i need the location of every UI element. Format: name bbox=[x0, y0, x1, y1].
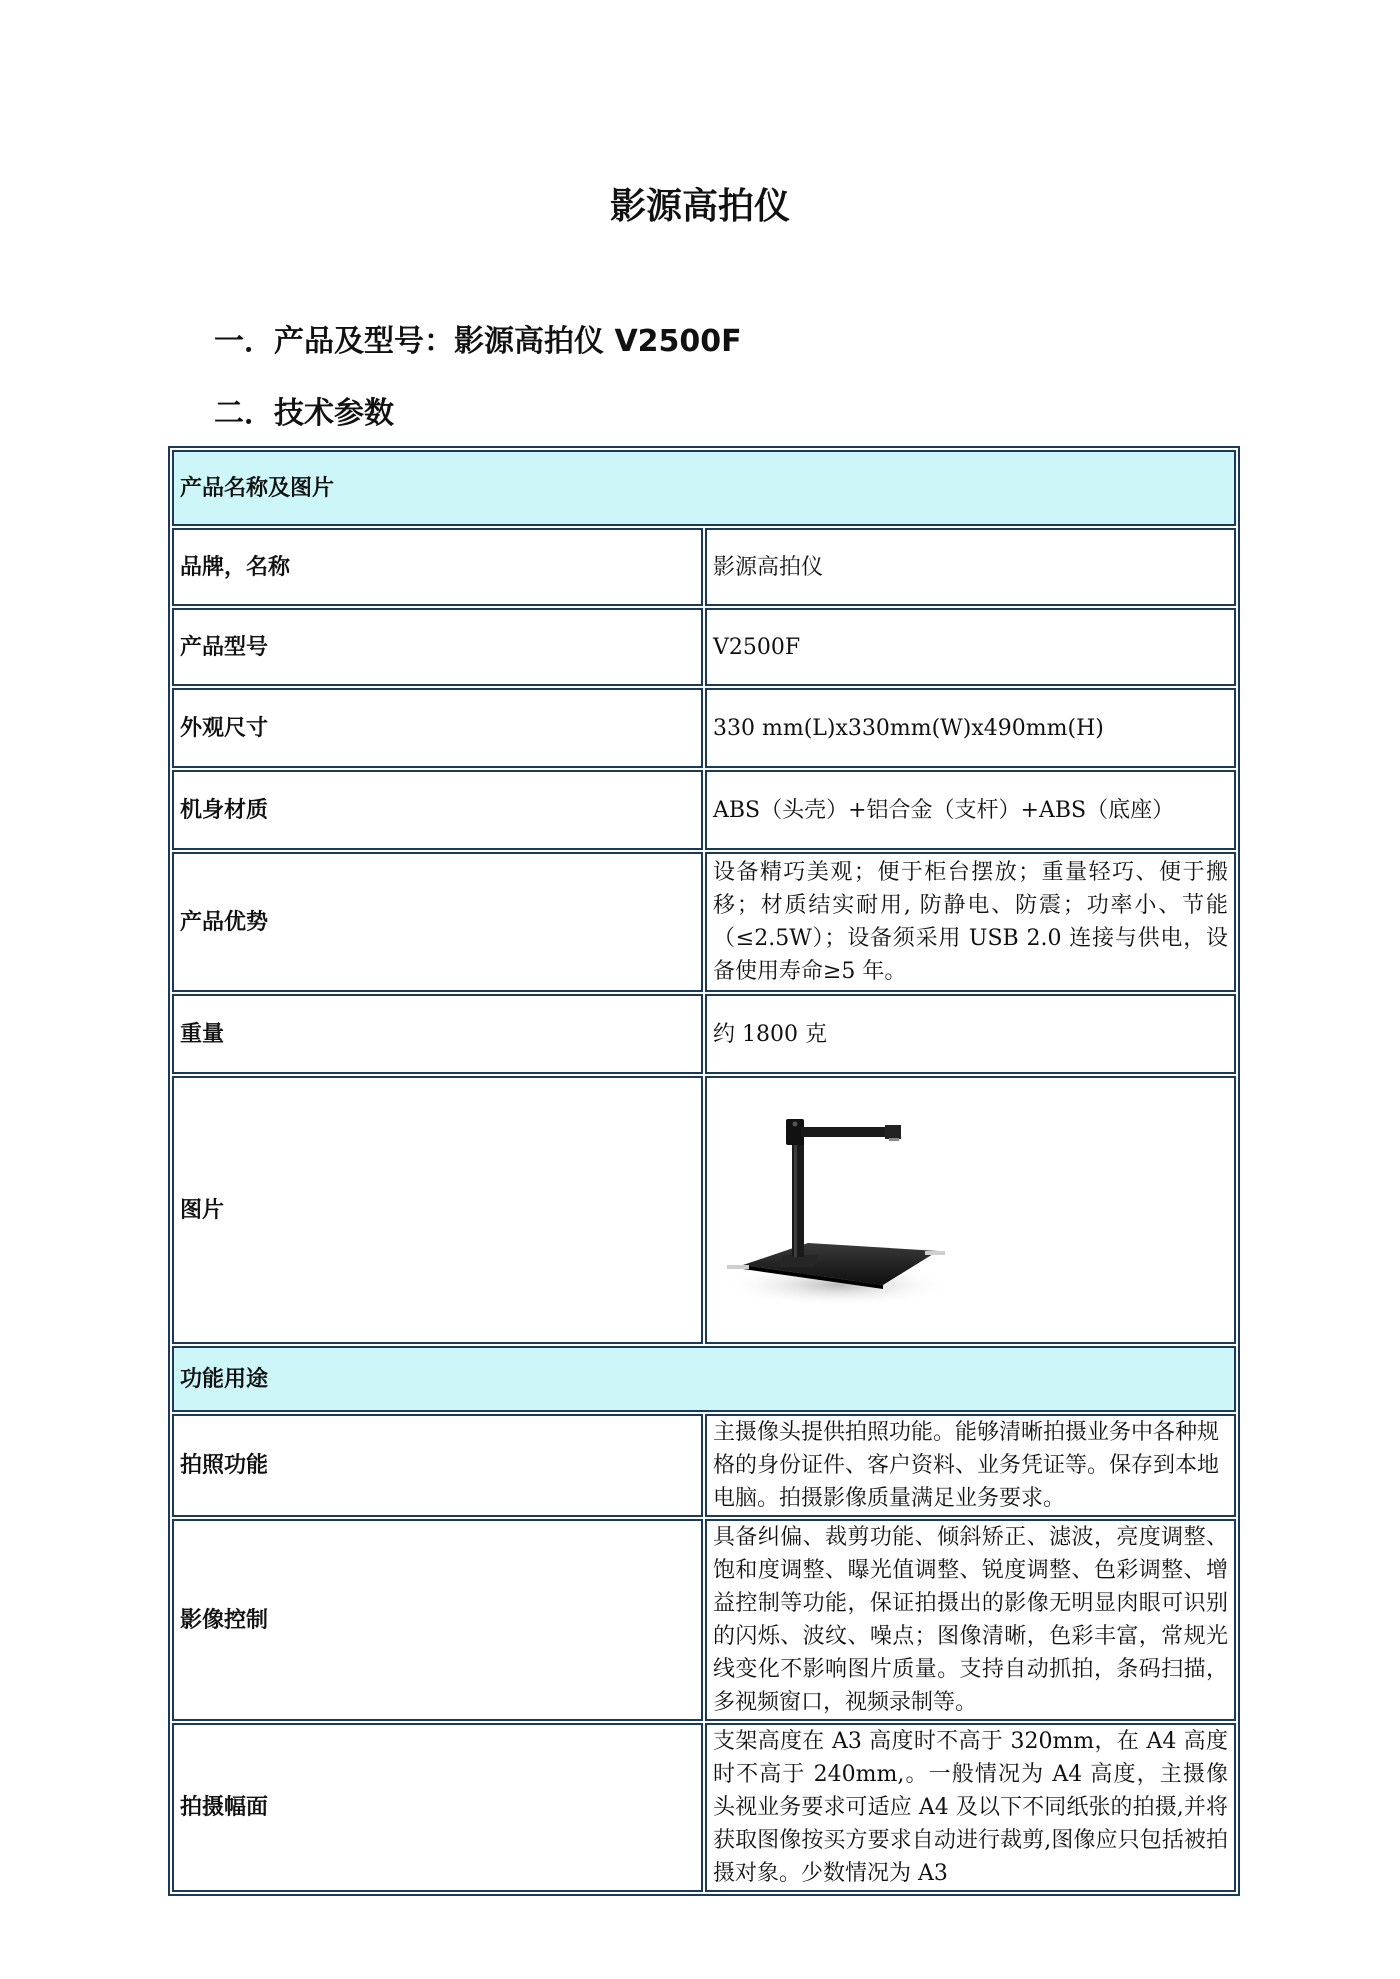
row-label-capture-area: 拍摄幅面 bbox=[172, 1723, 703, 1892]
table-row bbox=[172, 608, 1236, 686]
row-label-image: 图片 bbox=[172, 1076, 703, 1344]
row-value-dimensions: 330 mm(L)x330mm(W)x490mm(H) bbox=[705, 688, 1236, 768]
table-row bbox=[172, 1076, 1236, 1344]
section-tech-params: 二．技术参数 bbox=[214, 396, 394, 431]
row-label-image-control: 影像控制 bbox=[172, 1519, 703, 1721]
header-product-name-image: 产品名称及图片 bbox=[172, 450, 1236, 526]
document-camera-image bbox=[713, 1105, 953, 1315]
row-label-advantages: 产品优势 bbox=[172, 852, 703, 992]
row-value-image bbox=[705, 1076, 1236, 1344]
table-row bbox=[172, 688, 1236, 768]
section-product-model: 一．产品及型号：影源高拍仪 V2500F bbox=[214, 324, 742, 359]
header-function-usage: 功能用途 bbox=[172, 1346, 1236, 1412]
row-label-brand: 品牌，名称 bbox=[172, 528, 703, 606]
row-value-image-control: 具备纠偏、裁剪功能、倾斜矫正、滤波，亮度调整、饱和度调整、曝光值调整、锐度调整、色彩调整、增益控制等功能，保证拍摄出的影像无明显肉眼可识别的闪烁、波纹、噪点；图像清晰，色彩丰富，常规光线变化不影响图片质量。支持自动抓拍，条码扫描，多视频窗口，视频录制等。 bbox=[705, 1519, 1236, 1721]
table-row bbox=[172, 1723, 1236, 1892]
row-label-model: 产品型号 bbox=[172, 608, 703, 686]
table-row-header-product bbox=[172, 450, 1236, 526]
document-title: 影源高拍仪 bbox=[609, 186, 790, 227]
row-value-capture-area: 支架高度在 A3 高度时不高于 320mm，在 A4 高度时不高于 240mm,。一般情况为 A4 高度，主摄像头视业务要求可适应 A4 及以下不同纸张的拍摄,并将获取图像按买方要求自动进行裁剪,图像应只包括被拍摄对象。少数情况为 A3 bbox=[705, 1723, 1236, 1892]
row-value-brand: 影源高拍仪 bbox=[705, 528, 1236, 606]
row-value-advantages: 设备精巧美观；便于柜台摆放；重量轻巧、便于搬移；材质结实耐用, 防静电、防震；功率小、节能（≤2.5W）；设备须采用 USB 2.0 连接与供电，设备使用寿命≥5 年。 bbox=[705, 852, 1236, 992]
row-value-photo-function: 主摄像头提供拍照功能。能够清晰拍摄业务中各种规格的身份证件、客户资料、业务凭证等。保存到本地电脑。拍摄影像质量满足业务要求。 bbox=[705, 1414, 1236, 1517]
table-row bbox=[172, 770, 1236, 850]
table-row bbox=[172, 1414, 1236, 1517]
row-value-model: V2500F bbox=[705, 608, 1236, 686]
table-row-header-function bbox=[172, 1346, 1236, 1412]
spec-table bbox=[168, 446, 1240, 1896]
row-value-material: ABS（头壳）+铝合金（支杆）+ABS（底座） bbox=[705, 770, 1236, 850]
row-label-material: 机身材质 bbox=[172, 770, 703, 850]
row-label-weight: 重量 bbox=[172, 994, 703, 1074]
table-row bbox=[172, 1519, 1236, 1721]
table-row bbox=[172, 994, 1236, 1074]
table-row bbox=[172, 852, 1236, 992]
table-row bbox=[172, 528, 1236, 606]
row-label-photo-function: 拍照功能 bbox=[172, 1414, 703, 1517]
row-value-weight: 约 1800 克 bbox=[705, 994, 1236, 1074]
row-label-dimensions: 外观尺寸 bbox=[172, 688, 703, 768]
